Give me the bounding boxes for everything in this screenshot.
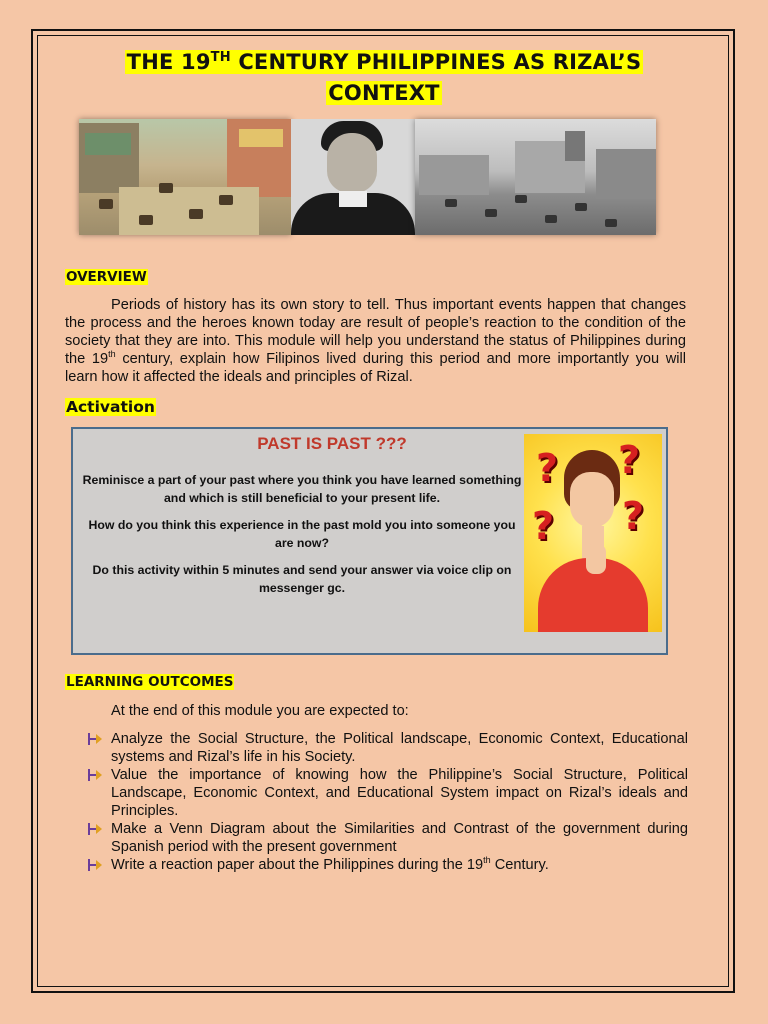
activity-prompt-3: Do this activity within 5 minutes and send your answer via voice clip on messenger gc. xyxy=(92,563,512,595)
activity-prompt-2: How do you think this experience in the past mold you into someone you are now? xyxy=(88,518,516,550)
market-photo xyxy=(415,119,656,235)
arrow-bullet-icon xyxy=(88,823,102,835)
overview-heading: OVERVIEW xyxy=(66,269,147,285)
list-item: Make a Venn Diagram about the Similarities and Contrast of the government during Spanish period with the present government xyxy=(88,820,688,856)
list-item: Analyze the Social Structure, the Political landscape, Economic Context, Educational systems and Rizal’s life in his Society. xyxy=(88,730,688,766)
list-item: Write a reaction paper about the Philippines during the 19th Century. xyxy=(88,856,688,874)
overview-paragraph: Periods of history has its own story to tell. Thus important events happen that changes the process and the heroes known today are result of people’s reaction to the condition of the society that they are into. This module will help you understand the status of Philippines during the 19th century, explain how Filipinos lived during this period and more importantly you will learn how it affected the ideals and principles of Rizal. xyxy=(65,297,687,385)
learning-outcomes-heading: LEARNING OUTCOMES xyxy=(66,674,234,690)
learning-outcomes-list xyxy=(88,730,688,874)
activation-heading: Activation xyxy=(66,398,155,416)
activity-title: PAST IS PAST ??? xyxy=(257,434,407,453)
rizal-portrait-photo xyxy=(291,119,415,235)
arrow-bullet-icon xyxy=(88,859,102,871)
list-item: Value the importance of knowing how the Philippine’s Social Structure, Political Landscape, Economic Context, and Educational System impact on Rizal’s ideals and Principles. xyxy=(88,766,688,820)
learning-outcomes-intro: At the end of this module you are expected to: xyxy=(111,703,409,719)
arrow-bullet-icon xyxy=(88,733,102,745)
thinking-woman-illustration: ? ? ? ? xyxy=(524,434,662,632)
page-title: THE 19TH CENTURY PHILIPPINES AS RIZAL’S CONTEXT xyxy=(126,50,642,105)
arrow-bullet-icon xyxy=(88,769,102,781)
activity-prompt-1: Reminisce a part of your past where you think you have learned something and which is still beneficial to your present life. xyxy=(82,473,522,505)
street-photo xyxy=(79,119,291,235)
